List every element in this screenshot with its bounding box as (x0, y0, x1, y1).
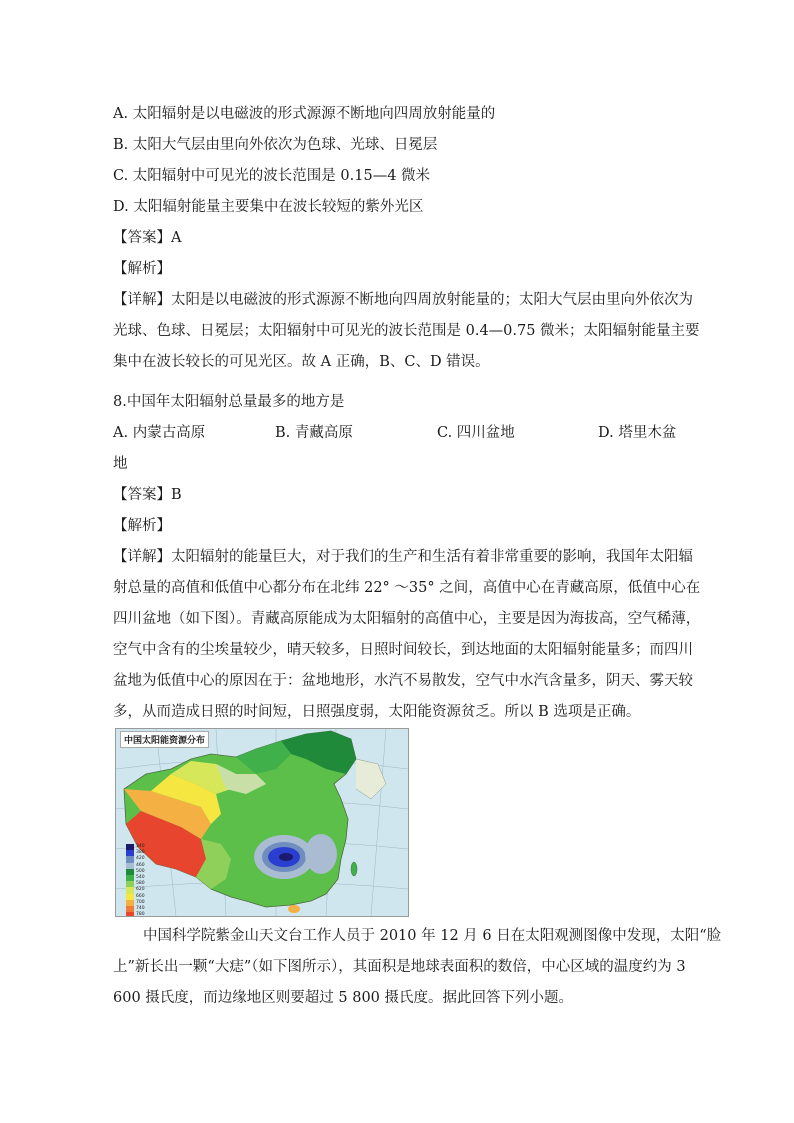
q8-detail-line-4: 空气中含有的尘埃量较少，晴天较多，日照时间较长，到达地面的太阳辐射能量多；而四川 (113, 642, 693, 658)
legend-label: 620 (136, 887, 145, 893)
q8-detail-line-6: 多，从而造成日照的时间短，日照强度弱，太阳能资源贫乏。所以 B 选项是正确。 (113, 704, 641, 720)
q7-option-b: B. 太阳大气层由里向外依次为色球、光球、日冕层 (113, 137, 438, 153)
legend-label: 580 (136, 881, 145, 887)
q7-detail-line-3: 集中在波长较长的可见光区。故 A 正确，B、C、D 错误。 (113, 354, 490, 370)
legend-label: 740 (136, 905, 145, 911)
q8-option-d-continued: 地 (113, 456, 128, 472)
legend-swatch (126, 912, 134, 917)
passage-line-1: 中国科学院紫金山天文台工作人员于 2010 年 12 月 6 日在太阳观测图像中发现，太阳“脸 (143, 928, 722, 944)
map-title: 中国太阳能资源分布 (120, 731, 209, 748)
q7-answer: 【答案】A (113, 230, 182, 246)
q7-analysis-label: 【解析】 (113, 261, 171, 277)
legend-label: 540 (136, 875, 145, 881)
q8-option-c: C. 四川盆地 (437, 425, 515, 441)
solar-resource-map (115, 728, 409, 917)
legend-label: 340 (136, 844, 145, 850)
q8-option-b: B. 青藏高原 (275, 425, 353, 441)
legend-label: 700 (136, 899, 145, 905)
q8-detail-line-3: 四川盆地（如下图）。青藏高原能成为太阳辐射的高值中心，主要是因为海拔高，空气稀薄， (113, 611, 701, 627)
legend-label: 780 (136, 912, 145, 917)
q8-stem: 8.中国年太阳辐射总量最多的地方是 (113, 394, 345, 410)
q8-option-d: D. 塔里木盆 (598, 425, 677, 441)
legend-label: 420 (136, 856, 145, 862)
passage-line-2: 上”新长出一颗“大痣”（如下图所示），其面积是地球表面积的数倍，中心区域的温度约为 3 (113, 959, 686, 975)
q8-option-a: A. 内蒙古高原 (113, 425, 206, 441)
q8-detail-line-1: 【详解】太阳辐射的能量巨大，对于我们的生产和生活有着非常重要的影响，我国年太阳辐 (113, 549, 693, 565)
q8-analysis-label: 【解析】 (113, 518, 171, 534)
legend-label: 380 (136, 850, 145, 856)
passage-line-3: 600 摄氏度，而边缘地区则要超过 5 800 摄氏度。据此回答下列小题。 (113, 990, 574, 1006)
legend-label: 660 (136, 893, 145, 899)
q7-option-a: A. 太阳辐射是以电磁波的形式源源不断地向四周放射能量的 (113, 106, 496, 122)
q8-answer: 【答案】B (113, 487, 182, 503)
q8-detail-line-2: 射总量的高值和低值中心都分布在北纬 22° ～35° 之间，高值中心在青藏高原，低值中心在 (113, 580, 701, 596)
q7-detail-line-2: 光球、色球、日冕层；太阳辐射中可见光的波长范围是 0.4—0.75 微米；太阳辐射能量主要 (113, 323, 700, 339)
legend-label: 460 (136, 862, 145, 868)
legend-label: 500 (136, 868, 145, 874)
legend-item (126, 912, 148, 917)
q7-detail-line-1: 【详解】太阳是以电磁波的形式源源不断地向四周放射能量的；太阳大气层由里向外依次为 (113, 292, 693, 308)
q7-option-c: C. 太阳辐射中可见光的波长范围是 0.15—4 微米 (113, 168, 431, 184)
q8-detail-line-5: 盆地为低值中心的原因在于：盆地地形，水汽不易散发，空气中水汽含量多，阴天、雾天较 (113, 673, 693, 689)
map-legend (126, 844, 148, 917)
map-graphic (116, 729, 408, 916)
q7-option-d: D. 太阳辐射能量主要集中在波长较短的紫外光区 (113, 199, 424, 215)
